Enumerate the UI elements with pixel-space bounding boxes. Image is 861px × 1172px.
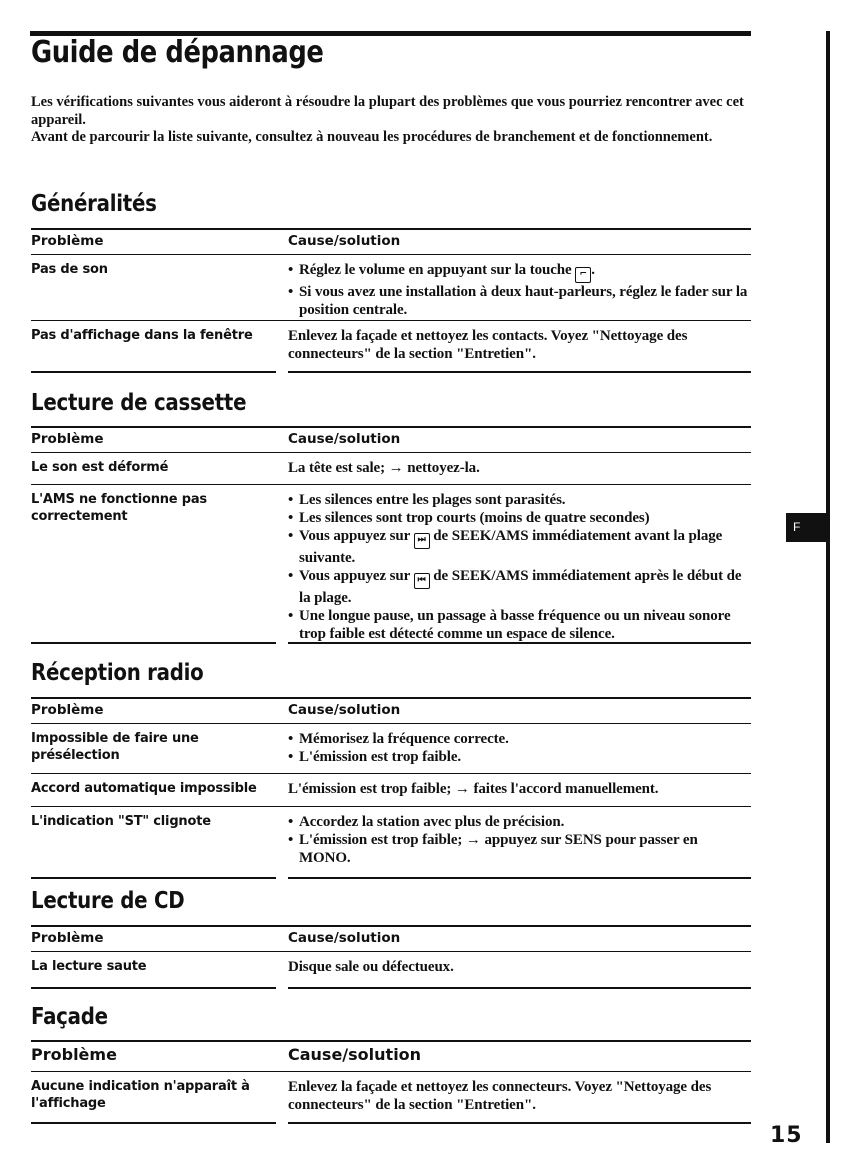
table-row [31, 453, 751, 484]
table-row [31, 484, 751, 642]
table-end-rule [31, 877, 751, 879]
table-row [31, 773, 751, 806]
intro-text [31, 94, 751, 147]
column-header-cause: Cause/solution [288, 702, 401, 718]
table-header [31, 426, 751, 453]
column-header-problem: Problème [31, 930, 104, 946]
column-header-cause: Cause/solution [288, 233, 401, 249]
solution-cell: Disque sale ou défectueux. [288, 959, 454, 975]
column-header-cause: Cause/solution [288, 1045, 422, 1064]
solution-cell [288, 730, 751, 773]
table-radio [31, 697, 751, 879]
solution-bullet: • L'émission est trop faible. [288, 748, 751, 766]
solution-cell: Enlevez la façade et nettoyez les connecteurs. Voyez "Nettoyage des connecteurs" de la section "Entretien". [288, 1079, 712, 1113]
solution-bullet: • Vous appuyez sur ⏭ de SEEK/AMS immédiatement avant la plage suivante. [288, 527, 751, 567]
solution-bullet: • Une longue pause, un passage à basse fréquence ou un niveau sonore trop faible est détecté comme un espace de silence. [288, 607, 751, 643]
table-header [31, 1040, 751, 1072]
table-row [31, 806, 751, 877]
table-generalites [31, 228, 751, 373]
column-header-cause: Cause/solution [288, 431, 401, 447]
solution-bullet: • Réglez le volume en appuyant sur la touche ⌐ . [288, 261, 751, 283]
problem-cell: Impossible de faire une présélection [31, 731, 199, 763]
table-header [31, 925, 751, 952]
column-header-cause: Cause/solution [288, 930, 401, 946]
seek-down-icon: ⏮ [414, 573, 430, 589]
solution-bullet: • Les silences entre les plages sont parasités. [288, 491, 751, 509]
solution-bullet: • L'émission est trop faible; → appuyez sur SENS pour passer en MONO. [288, 831, 751, 867]
solution-cell [288, 491, 751, 642]
section-heading-generalites: Généralités [31, 191, 157, 217]
table-facade [31, 1040, 751, 1124]
table-cd [31, 925, 751, 989]
table-row [31, 724, 751, 773]
page-title: Guide de dépannage [31, 35, 324, 70]
section-heading-facade: Façade [31, 1004, 108, 1030]
section-heading-radio: Réception radio [31, 660, 204, 686]
column-header-problem: Problème [31, 702, 104, 718]
problem-cell: Pas de son [31, 262, 108, 277]
problem-cell: Accord automatique impossible [31, 781, 257, 796]
column-header-problem: Problème [31, 431, 104, 447]
solution-cell: La tête est sale; → nettoyez-la. [288, 460, 480, 476]
language-tab-marker: F [786, 513, 830, 542]
problem-cell: La lecture saute [31, 959, 147, 974]
problem-cell: L'AMS ne fonctionne pas correctement [31, 492, 207, 524]
column-header-problem: Problème [31, 233, 104, 249]
right-margin-rule [826, 31, 830, 1143]
solution-cell: L'émission est trop faible; → faites l'accord manuellement. [288, 781, 659, 797]
seek-up-icon: ⏭ [414, 533, 430, 549]
intro-paragraph: Les vérifications suivantes vous aideront à résoudre la plupart des problèmes que vous pourriez rencontrer avec cet appareil. [31, 94, 744, 128]
table-row [31, 255, 751, 320]
table-row [31, 320, 751, 371]
volume-button-icon: ⌐ [575, 267, 591, 283]
table-end-rule [31, 1122, 751, 1124]
page-number: 15 [770, 1123, 803, 1148]
table-end-rule [31, 642, 751, 644]
solution-bullet: • Si vous avez une installation à deux haut-parleurs, réglez le fader sur la position centrale. [288, 283, 751, 319]
table-cassette [31, 426, 751, 644]
table-end-rule [31, 371, 751, 373]
solution-bullet: • Mémorisez la fréquence correcte. [288, 730, 751, 748]
solution-bullet: • Vous appuyez sur ⏮ de SEEK/AMS immédiatement après le début de la plage. [288, 567, 751, 607]
problem-cell: Aucune indication n'apparaît à l'affichage [31, 1079, 250, 1111]
column-header-problem: Problème [31, 1045, 117, 1064]
problem-cell: Pas d'affichage dans la fenêtre [31, 328, 253, 343]
section-heading-cassette: Lecture de cassette [31, 390, 247, 416]
table-header [31, 228, 751, 255]
table-row [31, 1072, 751, 1122]
problem-cell: Le son est déformé [31, 460, 169, 475]
solution-cell: Enlevez la façade et nettoyez les contacts. Voyez "Nettoyage des connecteurs" de la section "Entretien". [288, 328, 688, 362]
section-heading-cd: Lecture de CD [31, 888, 185, 914]
solution-cell [288, 813, 751, 877]
table-end-rule [31, 987, 751, 989]
problem-cell: L'indication "ST" clignote [31, 814, 211, 829]
table-row [31, 952, 751, 987]
solution-bullet: • Accordez la station avec plus de précision. [288, 813, 751, 831]
solution-cell [288, 261, 751, 320]
table-header [31, 697, 751, 724]
solution-bullet: • Les silences sont trop courts (moins de quatre secondes) [288, 509, 751, 527]
intro-paragraph: Avant de parcourir la liste suivante, consultez à nouveau les procédures de branchement et de fonctionnement. [31, 129, 713, 145]
